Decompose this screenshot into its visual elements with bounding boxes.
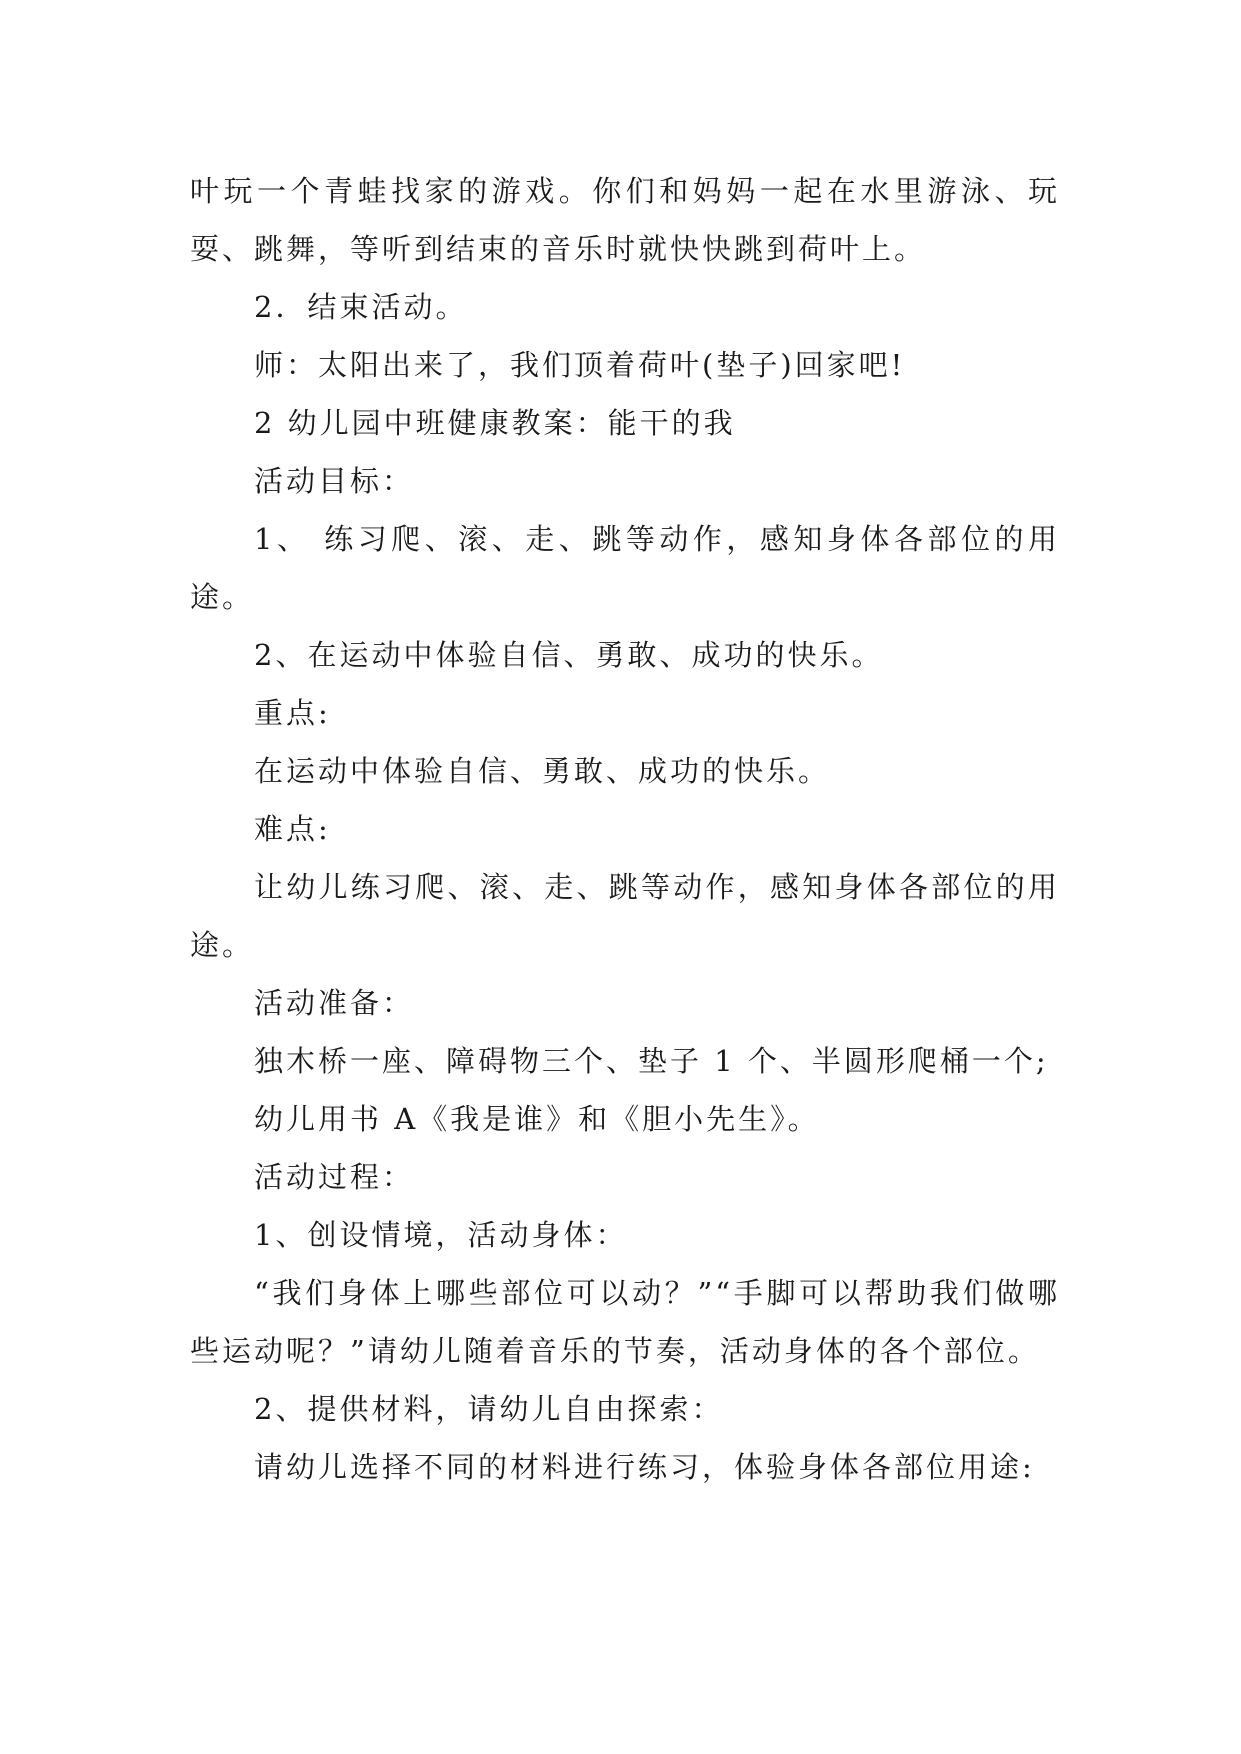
paragraph-end-activity: 2．结束活动。 [254, 290, 468, 324]
heading-process: 活动过程： [254, 1160, 415, 1194]
difficulty-text: 让幼儿练习爬、滚、走、跳等动作，感知身体各部位的用途。 [190, 870, 1060, 962]
process-step-1-title: 1、创设情境，活动身体： [254, 1218, 628, 1252]
paragraph-teacher-line: 师：太阳出来了，我们顶着荷叶(垫子)回家吧! [254, 348, 906, 382]
process-step-2-title: 2、提供材料，请幼儿自由探索： [254, 1392, 724, 1426]
heading-preparation: 活动准备： [254, 986, 415, 1020]
document-body [190, 162, 1060, 1496]
preparation-materials: 独木桥一座、障碍物三个、垫子 1 个、半圆形爬桶一个; [254, 1044, 1049, 1078]
goal-item-2: 2、在运动中体验自信、勇敢、成功的快乐。 [254, 638, 884, 672]
paragraph-game-intro: 叶玩一个青蛙找家的游戏。你们和妈妈一起在水里游泳、玩耍、跳舞，等听到结束的音乐时就快快跳到荷叶上。 [190, 174, 1060, 266]
process-step-2-text: 请幼儿选择不同的材料进行练习，体验身体各部位用途: [254, 1450, 1035, 1484]
heading-activity-goals: 活动目标： [254, 464, 415, 498]
key-point-text: 在运动中体验自信、勇敢、成功的快乐。 [254, 754, 831, 788]
process-step-1-text: “我们身体上哪些部位可以动？”“手脚可以帮助我们做哪些运动呢？”请幼儿随着音乐的节奏，活动身体的各个部位。 [190, 1276, 1060, 1368]
goal-item-1: 1、 练习爬、滚、走、跳等动作，感知身体各部位的用途。 [190, 522, 1060, 614]
heading-key-point: 重点: [254, 696, 331, 730]
preparation-books: 幼儿用书 A《我是谁》和《胆小先生》。 [254, 1102, 820, 1136]
section-heading-lesson-title: 2 幼儿园中班健康教案：能干的我 [254, 406, 736, 440]
heading-difficulty: 难点: [254, 812, 331, 846]
